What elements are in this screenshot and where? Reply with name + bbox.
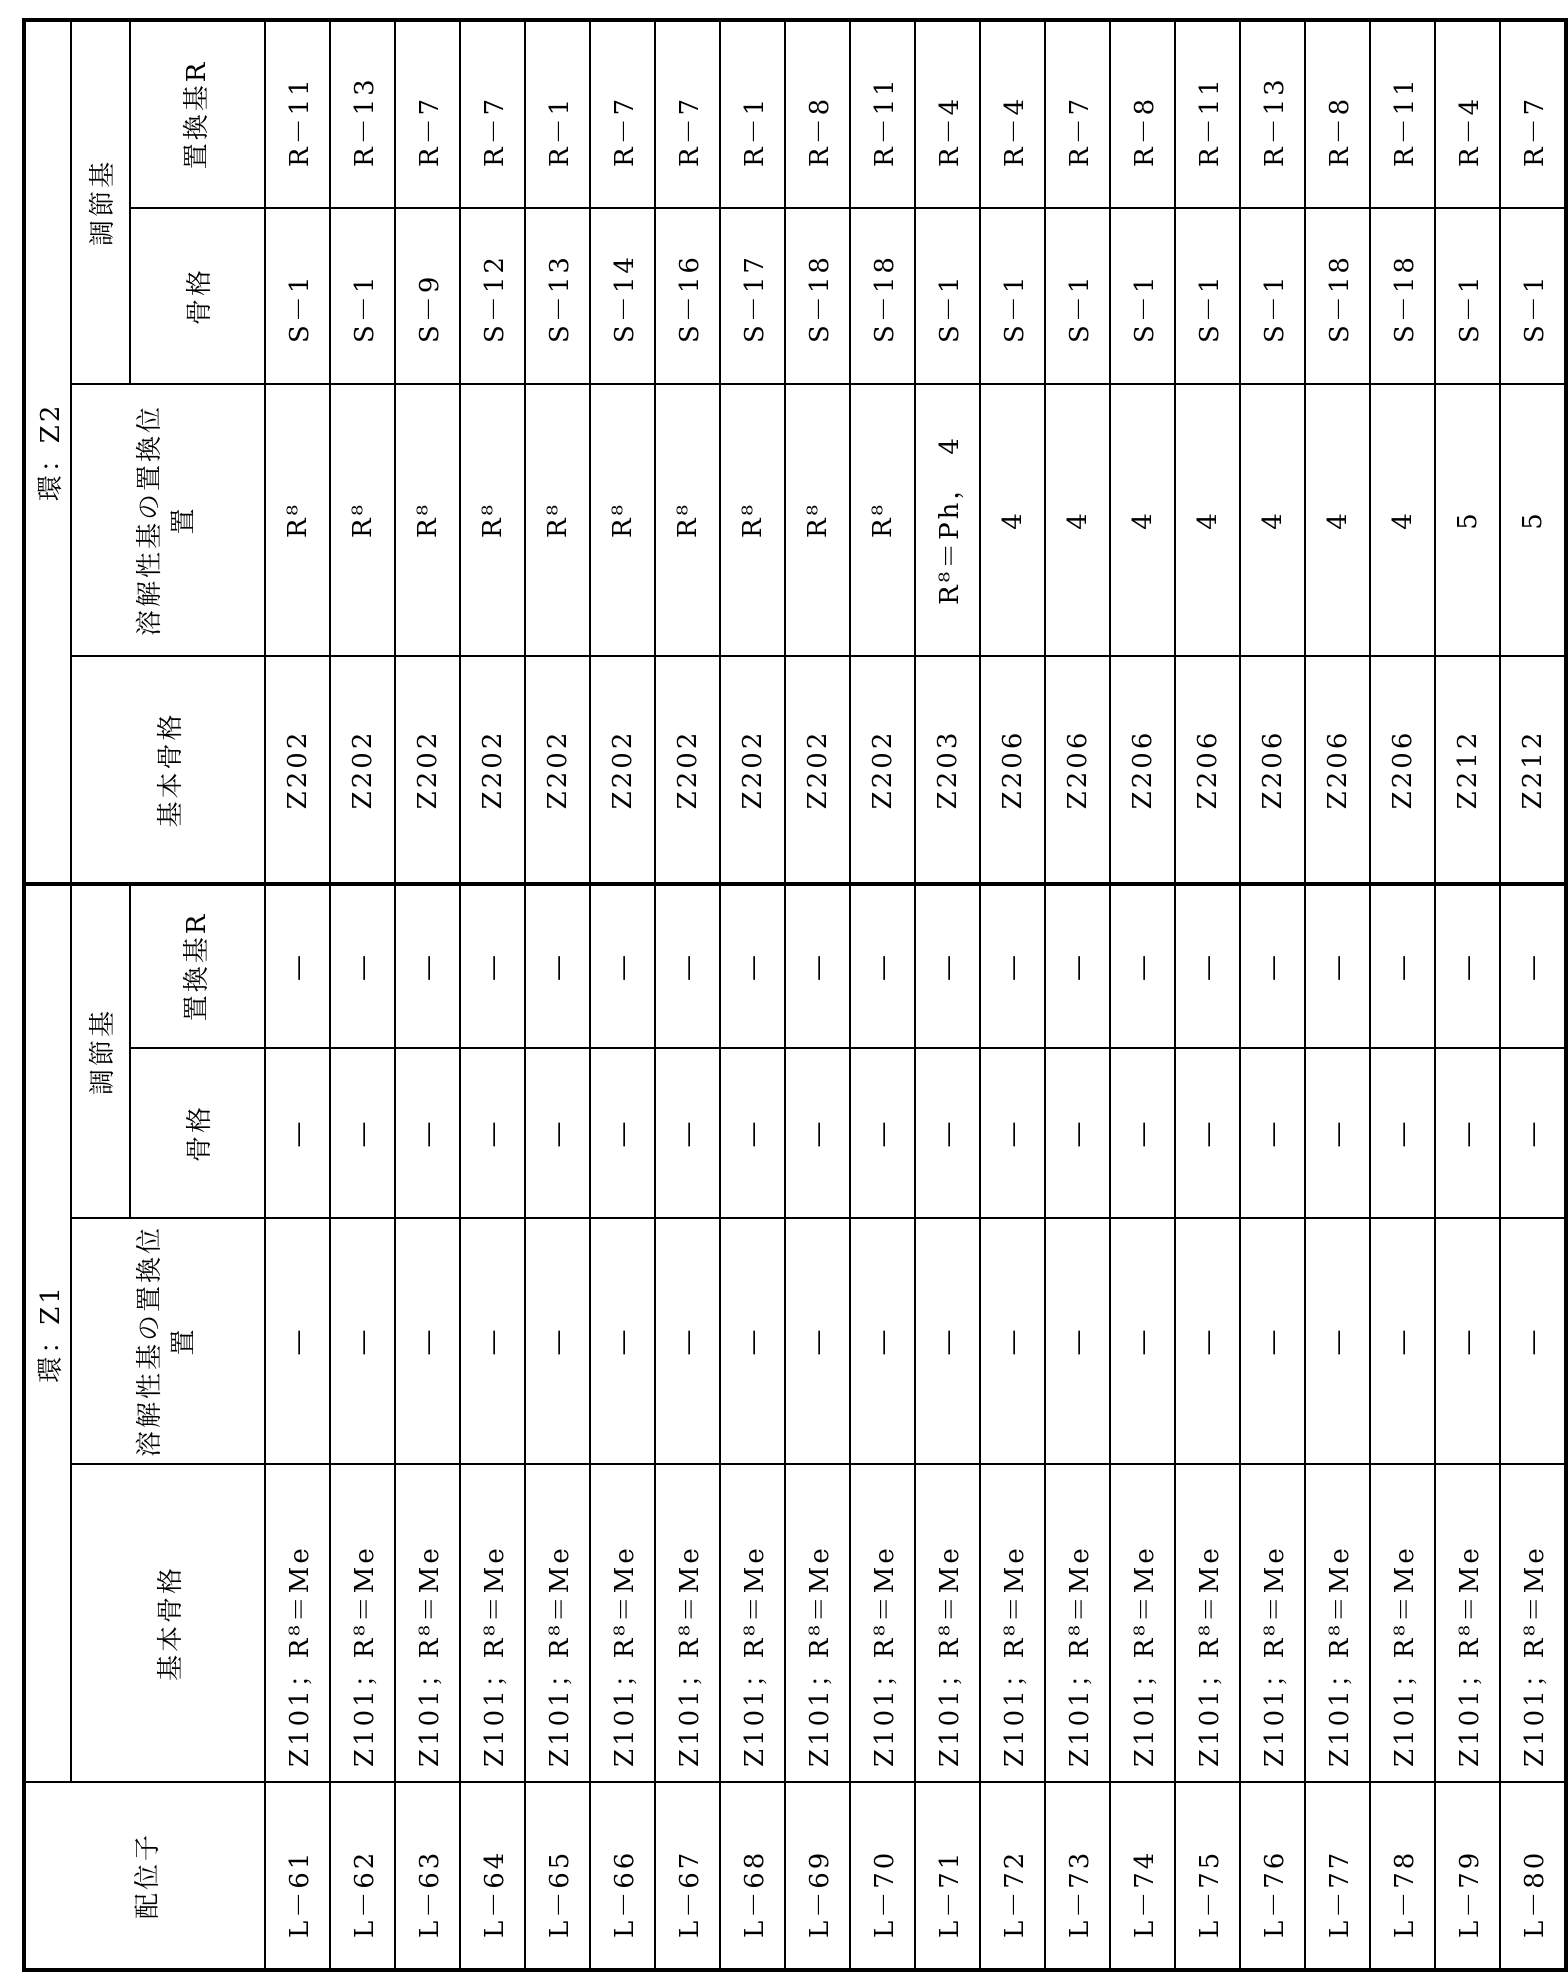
cell-z2-solubility-position: 4 xyxy=(1175,384,1240,656)
cell-z2-skeleton: S－1 xyxy=(1435,208,1500,384)
cell-z1-substituent-r: — xyxy=(1435,884,1500,1048)
header-ring-z1: 環：Z1 xyxy=(24,884,71,1782)
cell-z1-basic-skeleton: Z101；R⁸＝Me xyxy=(980,1464,1045,1782)
cell-z2-skeleton: S－1 xyxy=(1175,208,1240,384)
cell-z1-substituent-r: — xyxy=(265,884,330,1048)
cell-z2-skeleton: S－9 xyxy=(395,208,460,384)
cell-z2-basic-skeleton: Z202 xyxy=(460,656,525,884)
cell-z2-substituent-r: R－7 xyxy=(655,20,720,208)
cell-ligand: L－65 xyxy=(525,1782,590,1970)
cell-z1-solubility-position: — xyxy=(1240,1218,1305,1464)
cell-z1-solubility-position: — xyxy=(850,1218,915,1464)
cell-z1-substituent-r: — xyxy=(1110,884,1175,1048)
table-row xyxy=(720,20,785,1970)
header-ligand: 配位子 xyxy=(24,1782,265,1970)
cell-z1-basic-skeleton: Z101；R⁸＝Me xyxy=(850,1464,915,1782)
cell-z2-substituent-r: R－7 xyxy=(395,20,460,208)
table-row xyxy=(330,20,395,1970)
cell-z1-solubility-position: — xyxy=(395,1218,460,1464)
cell-z1-basic-skeleton: Z101；R⁸＝Me xyxy=(1370,1464,1435,1782)
cell-z1-skeleton: — xyxy=(1240,1048,1305,1218)
cell-z2-solubility-position: R⁸＝Ph， 4 xyxy=(915,384,980,656)
cell-z2-substituent-r: R－11 xyxy=(1175,20,1240,208)
cell-z2-substituent-r: R－13 xyxy=(330,20,395,208)
cell-z2-solubility-position: R⁸ xyxy=(850,384,915,656)
cell-ligand: L－66 xyxy=(590,1782,655,1970)
rotated-table-page xyxy=(22,22,1522,1972)
cell-z1-basic-skeleton: Z101；R⁸＝Me xyxy=(1045,1464,1110,1782)
table-row xyxy=(850,20,915,1970)
cell-z2-skeleton: S－1 xyxy=(1240,208,1305,384)
cell-z2-substituent-r: R－11 xyxy=(850,20,915,208)
cell-z1-substituent-r: — xyxy=(330,884,395,1048)
cell-z2-solubility-position: 4 xyxy=(1240,384,1305,656)
cell-z1-solubility-position: — xyxy=(1305,1218,1370,1464)
cell-z1-basic-skeleton: Z101；R⁸＝Me xyxy=(1110,1464,1175,1782)
cell-z1-solubility-position: — xyxy=(1370,1218,1435,1464)
cell-z1-basic-skeleton: Z101；R⁸＝Me xyxy=(1435,1464,1500,1782)
cell-z2-skeleton: S－13 xyxy=(525,208,590,384)
table-row xyxy=(525,20,590,1970)
cell-z2-substituent-r: R－7 xyxy=(590,20,655,208)
cell-z1-basic-skeleton: Z101；R⁸＝Me xyxy=(655,1464,720,1782)
cell-ligand: L－64 xyxy=(460,1782,525,1970)
cell-z2-skeleton: S－17 xyxy=(720,208,785,384)
cell-z2-substituent-r: R－4 xyxy=(1435,20,1500,208)
header-ring-z2: 環：Z2 xyxy=(24,20,71,884)
cell-z2-solubility-position: 4 xyxy=(980,384,1045,656)
cell-z2-basic-skeleton: Z202 xyxy=(785,656,850,884)
cell-z2-basic-skeleton: Z206 xyxy=(1175,656,1240,884)
cell-z1-basic-skeleton: Z101；R⁸＝Me xyxy=(590,1464,655,1782)
cell-z2-solubility-position: R⁸ xyxy=(785,384,850,656)
cell-z2-solubility-position: R⁸ xyxy=(590,384,655,656)
cell-z2-skeleton: S－18 xyxy=(785,208,850,384)
table-row xyxy=(1435,20,1500,1970)
cell-z2-basic-skeleton: Z202 xyxy=(330,656,395,884)
table-row xyxy=(1500,20,1566,1970)
cell-z1-skeleton: — xyxy=(395,1048,460,1218)
cell-z1-basic-skeleton: Z101；R⁸＝Me xyxy=(1175,1464,1240,1782)
cell-z2-substituent-r: R－1 xyxy=(525,20,590,208)
cell-z2-basic-skeleton: Z206 xyxy=(1110,656,1175,884)
cell-z2-substituent-r: R－7 xyxy=(1045,20,1110,208)
table-row xyxy=(460,20,525,1970)
cell-z1-substituent-r: — xyxy=(525,884,590,1048)
cell-z2-substituent-r: R－8 xyxy=(1305,20,1370,208)
cell-z2-basic-skeleton: Z202 xyxy=(395,656,460,884)
cell-z1-substituent-r: — xyxy=(720,884,785,1048)
cell-z1-skeleton: — xyxy=(1435,1048,1500,1218)
cell-z1-substituent-r: — xyxy=(850,884,915,1048)
cell-z2-substituent-r: R－4 xyxy=(915,20,980,208)
cell-z1-substituent-r: — xyxy=(1240,884,1305,1048)
cell-z2-skeleton: S－18 xyxy=(850,208,915,384)
cell-z2-skeleton: S－18 xyxy=(1370,208,1435,384)
cell-z2-basic-skeleton: Z202 xyxy=(720,656,785,884)
cell-z1-solubility-position: — xyxy=(590,1218,655,1464)
cell-z1-substituent-r: — xyxy=(980,884,1045,1048)
cell-z2-solubility-position: R⁸ xyxy=(460,384,525,656)
cell-z2-basic-skeleton: Z202 xyxy=(655,656,720,884)
cell-ligand: L－79 xyxy=(1435,1782,1500,1970)
cell-ligand: L－63 xyxy=(395,1782,460,1970)
cell-ligand: L－75 xyxy=(1175,1782,1240,1970)
cell-z1-skeleton: — xyxy=(980,1048,1045,1218)
cell-z2-solubility-position: R⁸ xyxy=(655,384,720,656)
cell-ligand: L－62 xyxy=(330,1782,395,1970)
cell-ligand: L－68 xyxy=(720,1782,785,1970)
cell-z1-skeleton: — xyxy=(850,1048,915,1218)
cell-z1-basic-skeleton: Z101；R⁸＝Me xyxy=(525,1464,590,1782)
cell-z1-skeleton: — xyxy=(525,1048,590,1218)
cell-z2-skeleton: S－12 xyxy=(460,208,525,384)
cell-z1-basic-skeleton: Z101；R⁸＝Me xyxy=(330,1464,395,1782)
cell-z2-basic-skeleton: Z206 xyxy=(1305,656,1370,884)
cell-ligand: L－61 xyxy=(265,1782,330,1970)
table-row xyxy=(915,20,980,1970)
cell-z1-solubility-position: — xyxy=(1110,1218,1175,1464)
cell-ligand: L－78 xyxy=(1370,1782,1435,1970)
cell-z1-basic-skeleton: Z101；R⁸＝Me xyxy=(1305,1464,1370,1782)
cell-z2-skeleton: S－1 xyxy=(330,208,395,384)
cell-z2-solubility-position: R⁸ xyxy=(525,384,590,656)
cell-z1-substituent-r: — xyxy=(1500,884,1566,1048)
cell-z1-substituent-r: — xyxy=(1045,884,1110,1048)
table-row xyxy=(1045,20,1110,1970)
cell-z2-substituent-r: R－11 xyxy=(265,20,330,208)
cell-z2-basic-skeleton: Z202 xyxy=(850,656,915,884)
cell-z1-basic-skeleton: Z101；R⁸＝Me xyxy=(720,1464,785,1782)
cell-ligand: L－76 xyxy=(1240,1782,1305,1970)
cell-z2-substituent-r: R－8 xyxy=(785,20,850,208)
cell-z2-solubility-position: R⁸ xyxy=(395,384,460,656)
cell-z2-skeleton: S－1 xyxy=(980,208,1045,384)
cell-z2-skeleton: S－18 xyxy=(1305,208,1370,384)
cell-z2-basic-skeleton: Z212 xyxy=(1500,656,1566,884)
header-z2-modifier: 調節基 xyxy=(71,20,130,384)
cell-ligand: L－77 xyxy=(1305,1782,1370,1970)
table-row xyxy=(1175,20,1240,1970)
cell-z2-skeleton: S－1 xyxy=(1045,208,1110,384)
cell-z2-solubility-position: R⁸ xyxy=(330,384,395,656)
cell-z1-skeleton: — xyxy=(1175,1048,1240,1218)
cell-z1-skeleton: — xyxy=(590,1048,655,1218)
cell-ligand: L－67 xyxy=(655,1782,720,1970)
cell-z1-skeleton: — xyxy=(1110,1048,1175,1218)
cell-z2-skeleton: S－14 xyxy=(590,208,655,384)
cell-z1-skeleton: — xyxy=(785,1048,850,1218)
cell-z1-solubility-position: — xyxy=(265,1218,330,1464)
cell-z1-solubility-position: — xyxy=(1045,1218,1110,1464)
cell-z1-skeleton: — xyxy=(1305,1048,1370,1218)
cell-z2-solubility-position: R⁸ xyxy=(265,384,330,656)
cell-z2-solubility-position: 4 xyxy=(1045,384,1110,656)
table-row xyxy=(1110,20,1175,1970)
cell-ligand: L－72 xyxy=(980,1782,1045,1970)
cell-z1-skeleton: — xyxy=(460,1048,525,1218)
cell-z1-solubility-position: — xyxy=(655,1218,720,1464)
header-z2-solubility-position: 溶解性基の置換位置 xyxy=(71,384,265,656)
table-row xyxy=(980,20,1045,1970)
cell-ligand: L－74 xyxy=(1110,1782,1175,1970)
cell-z2-basic-skeleton: Z206 xyxy=(1045,656,1110,884)
header-z1-modifier: 調節基 xyxy=(71,884,130,1218)
cell-z2-substituent-r: R－4 xyxy=(980,20,1045,208)
table-row xyxy=(1240,20,1305,1970)
table-row xyxy=(1370,20,1435,1970)
cell-z1-solubility-position: — xyxy=(1175,1218,1240,1464)
cell-z1-basic-skeleton: Z101；R⁸＝Me xyxy=(915,1464,980,1782)
cell-z1-basic-skeleton: Z101；R⁸＝Me xyxy=(785,1464,850,1782)
cell-z1-basic-skeleton: Z101；R⁸＝Me xyxy=(1500,1464,1566,1782)
header-z2-substituent-r: 置換基R xyxy=(130,20,265,208)
cell-z1-skeleton: — xyxy=(915,1048,980,1218)
header-z1-substituent-r: 置換基R xyxy=(130,884,265,1048)
cell-z2-skeleton: S－1 xyxy=(915,208,980,384)
table-body xyxy=(265,20,1566,1970)
cell-z2-basic-skeleton: Z206 xyxy=(1370,656,1435,884)
cell-z1-skeleton: — xyxy=(265,1048,330,1218)
header-z1-skeleton: 骨格 xyxy=(130,1048,265,1218)
cell-ligand: L－70 xyxy=(850,1782,915,1970)
table-row xyxy=(785,20,850,1970)
cell-z2-substituent-r: R－7 xyxy=(460,20,525,208)
cell-z1-substituent-r: — xyxy=(460,884,525,1048)
header-z2-skeleton: 骨格 xyxy=(130,208,265,384)
cell-z1-basic-skeleton: Z101；R⁸＝Me xyxy=(460,1464,525,1782)
cell-z2-solubility-position: 4 xyxy=(1110,384,1175,656)
cell-z2-basic-skeleton: Z202 xyxy=(525,656,590,884)
cell-z1-solubility-position: — xyxy=(1435,1218,1500,1464)
cell-z2-solubility-position: 5 xyxy=(1500,384,1566,656)
table-row xyxy=(655,20,720,1970)
cell-z1-solubility-position: — xyxy=(720,1218,785,1464)
cell-z1-substituent-r: — xyxy=(915,884,980,1048)
cell-z2-solubility-position: R⁸ xyxy=(720,384,785,656)
cell-z2-skeleton: S－1 xyxy=(1110,208,1175,384)
table-row xyxy=(265,20,330,1970)
header-z2-basic-skeleton: 基本骨格 xyxy=(71,656,265,884)
cell-z1-substituent-r: — xyxy=(1370,884,1435,1048)
cell-z2-skeleton: S－1 xyxy=(265,208,330,384)
cell-z1-substituent-r: — xyxy=(1175,884,1240,1048)
cell-z1-skeleton: — xyxy=(720,1048,785,1218)
cell-z1-solubility-position: — xyxy=(330,1218,395,1464)
cell-z2-substituent-r: R－8 xyxy=(1110,20,1175,208)
cell-z2-solubility-position: 4 xyxy=(1305,384,1370,656)
cell-z1-basic-skeleton: Z101；R⁸＝Me xyxy=(1240,1464,1305,1782)
table-row xyxy=(590,20,655,1970)
cell-z2-basic-skeleton: Z206 xyxy=(980,656,1045,884)
cell-z2-substituent-r: R－13 xyxy=(1240,20,1305,208)
cell-z1-skeleton: — xyxy=(655,1048,720,1218)
header-z1-solubility-position: 溶解性基の置換位置 xyxy=(71,1218,265,1464)
cell-z1-skeleton: — xyxy=(1500,1048,1566,1218)
cell-z1-substituent-r: — xyxy=(590,884,655,1048)
cell-z1-solubility-position: — xyxy=(980,1218,1045,1464)
cell-z2-skeleton: S－1 xyxy=(1500,208,1566,384)
cell-z2-skeleton: S－16 xyxy=(655,208,720,384)
cell-z1-solubility-position: — xyxy=(525,1218,590,1464)
cell-z1-substituent-r: — xyxy=(395,884,460,1048)
table-row xyxy=(395,20,460,1970)
cell-z1-substituent-r: — xyxy=(655,884,720,1048)
table-row xyxy=(1305,20,1370,1970)
cell-z1-solubility-position: — xyxy=(1500,1218,1566,1464)
cell-z1-solubility-position: — xyxy=(915,1218,980,1464)
cell-z2-substituent-r: R－11 xyxy=(1370,20,1435,208)
cell-z2-basic-skeleton: Z206 xyxy=(1240,656,1305,884)
cell-ligand: L－71 xyxy=(915,1782,980,1970)
ligand-table xyxy=(22,18,1568,1972)
cell-z2-solubility-position: 4 xyxy=(1370,384,1435,656)
cell-z1-solubility-position: — xyxy=(785,1218,850,1464)
cell-z2-basic-skeleton: Z202 xyxy=(590,656,655,884)
cell-z1-solubility-position: — xyxy=(460,1218,525,1464)
cell-z2-substituent-r: R－1 xyxy=(720,20,785,208)
cell-z1-skeleton: — xyxy=(1045,1048,1110,1218)
cell-z2-substituent-r: R－7 xyxy=(1500,20,1566,208)
cell-z2-basic-skeleton: Z203 xyxy=(915,656,980,884)
cell-ligand: L－73 xyxy=(1045,1782,1110,1970)
cell-z1-skeleton: — xyxy=(330,1048,395,1218)
cell-ligand: L－69 xyxy=(785,1782,850,1970)
cell-z1-basic-skeleton: Z101；R⁸＝Me xyxy=(395,1464,460,1782)
cell-z2-solubility-position: 5 xyxy=(1435,384,1500,656)
cell-ligand: L－80 xyxy=(1500,1782,1566,1970)
cell-z1-basic-skeleton: Z101；R⁸＝Me xyxy=(265,1464,330,1782)
cell-z2-basic-skeleton: Z202 xyxy=(265,656,330,884)
cell-z1-skeleton: — xyxy=(1370,1048,1435,1218)
cell-z1-substituent-r: — xyxy=(785,884,850,1048)
header-z1-basic-skeleton: 基本骨格 xyxy=(71,1464,265,1782)
cell-z2-basic-skeleton: Z212 xyxy=(1435,656,1500,884)
cell-z1-substituent-r: — xyxy=(1305,884,1370,1048)
